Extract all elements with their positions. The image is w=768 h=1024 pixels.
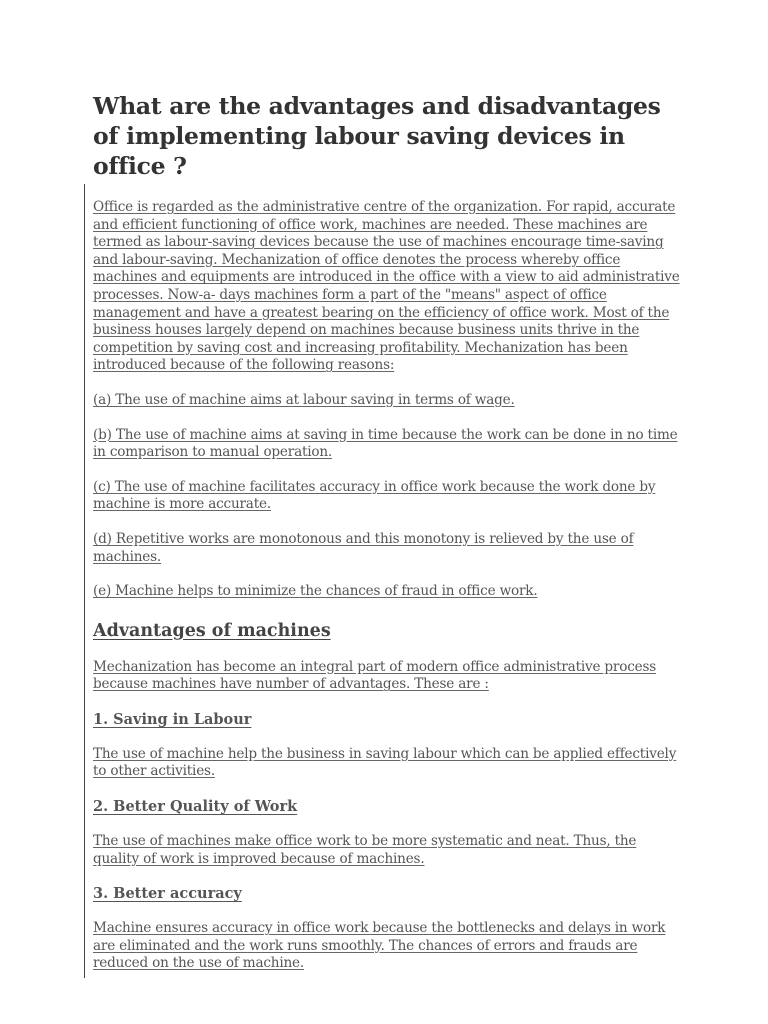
article-body	[93, 199, 683, 973]
advantage-3-heading[interactable]: 3. Better accuracy	[93, 885, 242, 903]
reason-b[interactable]: (b) The use of machine aims at saving in time because the work can be done in no time in comparison to manual operation.	[93, 426, 678, 461]
advantages-heading[interactable]: Advantages of machines	[93, 620, 331, 641]
advantage-1-text[interactable]: The use of machine help the business in saving labour which can be applied effectively to other activities.	[93, 745, 677, 780]
reason-e[interactable]: (e) Machine helps to minimize the chances of fraud in office work.	[93, 583, 538, 600]
margin-rule	[84, 184, 85, 978]
intro-paragraph[interactable]: Office is regarded as the administrative centre of the organization. For rapid, accurate and efficient functioning of office work, machines are needed. These machines are termed as labour-saving devices because the use of machines encourage time-saving and labour-saving. Mechanization of office denotes the process whereby office machines and equipments are introduced in the office with a view to aid administrative processes. Now-a- days machines form a part of the "means" aspect of office management and have a greatest bearing on the efficiency of office work. Most of the business houses largely depend on machines because business units thrive in the competition by saving cost and increasing profitability. Mechanization has been introduced because of the following reasons:	[93, 199, 680, 374]
reason-d[interactable]: (d) Repetitive works are monotonous and this monotony is relieved by the use of machines.	[93, 530, 634, 565]
reason-a[interactable]: (a) The use of machine aims at labour saving in terms of wage.	[93, 391, 515, 408]
advantages-intro[interactable]: Mechanization has become an integral part of modern office administrative process because machines have number of advantages. These are :	[93, 658, 657, 693]
advantage-3-text[interactable]: Machine ensures accuracy in office work because the bottlenecks and delays in work are eliminated and the work runs smoothly. The chances of errors and frauds are reduced on the use of machine.	[93, 920, 666, 972]
advantage-1-heading[interactable]: 1. Saving in Labour	[93, 710, 252, 728]
page-title: What are the advantages and disadvantages of implementing labour saving devices in office ?	[93, 92, 661, 180]
reason-c[interactable]: (c) The use of machine facilitates accuracy in office work because the work done by machine is more accurate.	[93, 478, 656, 513]
advantage-2-text[interactable]: The use of machines make office work to be more systematic and neat. Thus, the quality of work is improved because of machines.	[93, 833, 637, 867]
advantage-2-heading[interactable]: 2. Better Quality of Work	[93, 798, 298, 816]
